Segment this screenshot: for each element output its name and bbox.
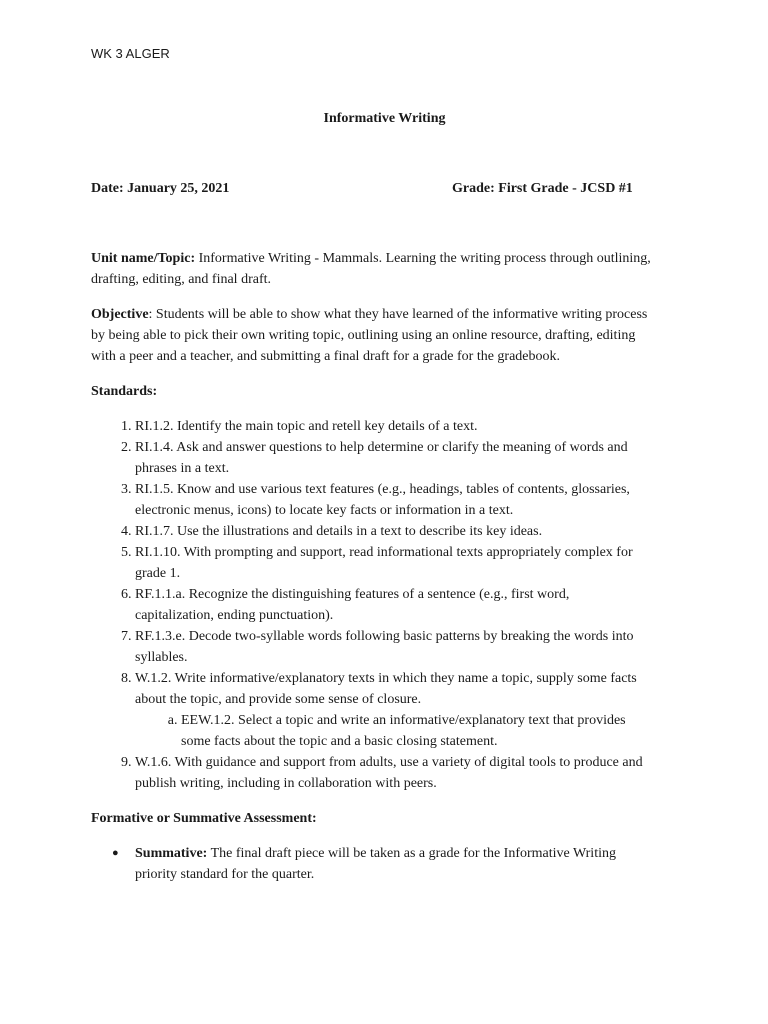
objective-text: : Students will be able to show what they have learned of the informative writing process by being able to pick their own writing topic, outlining using an online resource, drafting, editing with a peer and a teacher, and submitting a final draft for a grade for the gradebook.: [91, 307, 648, 364]
grade-text: Grade: First Grade - JCSD #1: [452, 181, 633, 196]
list-item: 1. RI.1.2. Identify the main topic and retell key details of a text.: [135, 416, 651, 437]
sub-list-item: a. EEW.1.2. Select a topic and write an informative/explanatory text that provides some facts about the topic and a basic closing statement.: [181, 710, 651, 752]
list-item: [135, 668, 651, 752]
document-body: [91, 248, 651, 885]
list-item: 2. RI.1.4. Ask and answer questions to help determine or clarify the meaning of words and phrases in a text.: [135, 437, 651, 479]
unit-text: Informative Writing - Mammals. Learning the writing process through outlining, drafting, editing, and final draft.: [91, 251, 651, 287]
list-item: 3. RI.1.5. Know and use various text features (e.g., headings, tables of contents, glossaries, electronic menus, icons) to locate key facts or information in a text.: [135, 479, 651, 521]
unit-label: Unit name/Topic:: [91, 251, 196, 266]
list-item: 6. RF.1.1.a. Recognize the distinguishing features of a sentence (e.g., first word, capitalization, ending punctuation).: [135, 584, 651, 626]
assessment-heading: Formative or Summative Assessment:: [91, 811, 317, 826]
list-item: [135, 843, 651, 885]
list-item: 9. W.1.6. With guidance and support from adults, use a variety of digital tools to produce and publish writing, including in collaboration with peers.: [135, 752, 651, 794]
objective-label: Objective: [91, 307, 149, 322]
page-header: WK 3 ALGER: [91, 46, 170, 61]
summative-label: Summative:: [135, 846, 208, 861]
unit-paragraph: [91, 248, 651, 290]
document-title: Informative Writing: [323, 111, 446, 126]
list-item: 7. RF.1.3.e. Decode two-syllable words following basic patterns by breaking the words into syllables.: [135, 626, 651, 668]
standard-8-sublist: [135, 710, 651, 752]
standard-8-text: W.1.2. Write informative/explanatory texts in which they name a topic, supply some facts about the topic, and provide some sense of closure.: [135, 671, 637, 707]
assessment-list: [91, 843, 651, 885]
standards-list: [91, 416, 651, 794]
date-text: Date: January 25, 2021: [91, 181, 230, 196]
objective-paragraph: [91, 304, 651, 367]
standards-heading: Standards:: [91, 384, 158, 399]
list-item: 4. RI.1.7. Use the illustrations and details in a text to describe its key ideas.: [135, 521, 651, 542]
list-item: 5. RI.1.10. With prompting and support, read informational texts appropriately complex for grade 1.: [135, 542, 651, 584]
summative-text: The final draft piece will be taken as a grade for the Informative Writing priority standard for the quarter.: [135, 846, 616, 882]
date-grade-row: [91, 178, 681, 199]
